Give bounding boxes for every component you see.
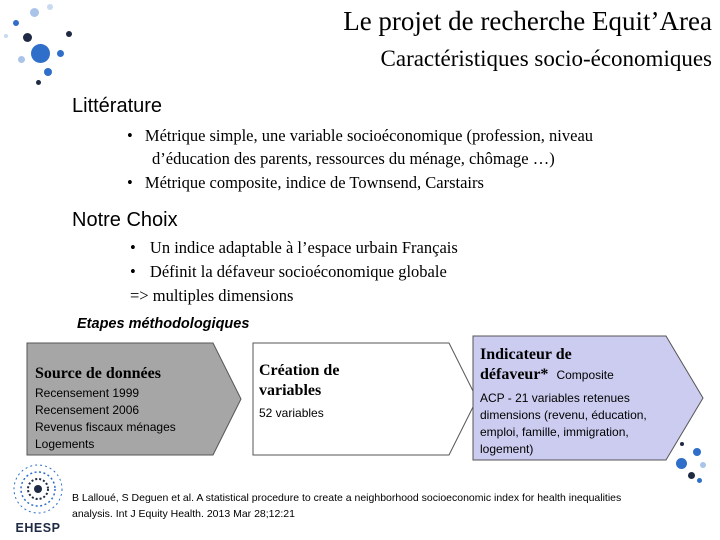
slide-subtitle: Caractéristiques socio-économiques [380, 46, 712, 71]
choix-bullet-3: => multiples dimensions [130, 286, 294, 305]
litterature-bullet-2: • Métrique composite, indice de Townsend, Carstairs [127, 173, 484, 192]
step-2-details: 52 variables [259, 406, 324, 420]
litterature-bullet-1: • Métrique simple, une variable socioéconomique (profession, niveau [127, 126, 594, 145]
bullet-dot: • [127, 126, 133, 145]
choix-bullet-2: • Définit la défaveur socioéconomique globale [130, 262, 447, 281]
litterature-heading: Littérature [72, 95, 163, 117]
slide-title: Le projet de recherche Equit’Area [343, 6, 712, 36]
ehesp-logo-text: EHESP [15, 521, 61, 535]
ehesp-logo [10, 462, 66, 536]
litterature-bullet-1-cont: d’éducation des parents, ressources du ménage, chômage …) [152, 149, 555, 168]
step-1-title: Source de données [35, 365, 161, 382]
choix-bullet-1: • Un indice adaptable à l’espace urbain Français [130, 238, 458, 257]
choix-heading: Notre Choix [72, 209, 178, 231]
bullet-dot: • [130, 262, 136, 281]
step-1-details: Recensement 1999 Recensement 2006 Revenus fiscaux ménages Logements [35, 386, 176, 451]
step-2-title: Création de variables [259, 362, 340, 399]
step-3-title: Indicateur de défaveur* Composite [480, 346, 614, 383]
bullet-dot: • [130, 238, 136, 257]
reference-citation: B Lalloué, S Deguen et al. A statistical procedure to create a neighborhood socioeconomic index for health inequalities analysis. Int J Equity Health. 2013 Mar 28;12:21 [72, 492, 622, 520]
step-3-details: ACP - 21 variables retenues dimensions (revenu, éducation, emploi, famille, immigration, logement) [480, 391, 647, 456]
bullet-dot: • [127, 173, 133, 192]
etapes-heading: Etapes méthodologiques [77, 316, 250, 332]
ehesp-logo-mark [10, 462, 66, 516]
